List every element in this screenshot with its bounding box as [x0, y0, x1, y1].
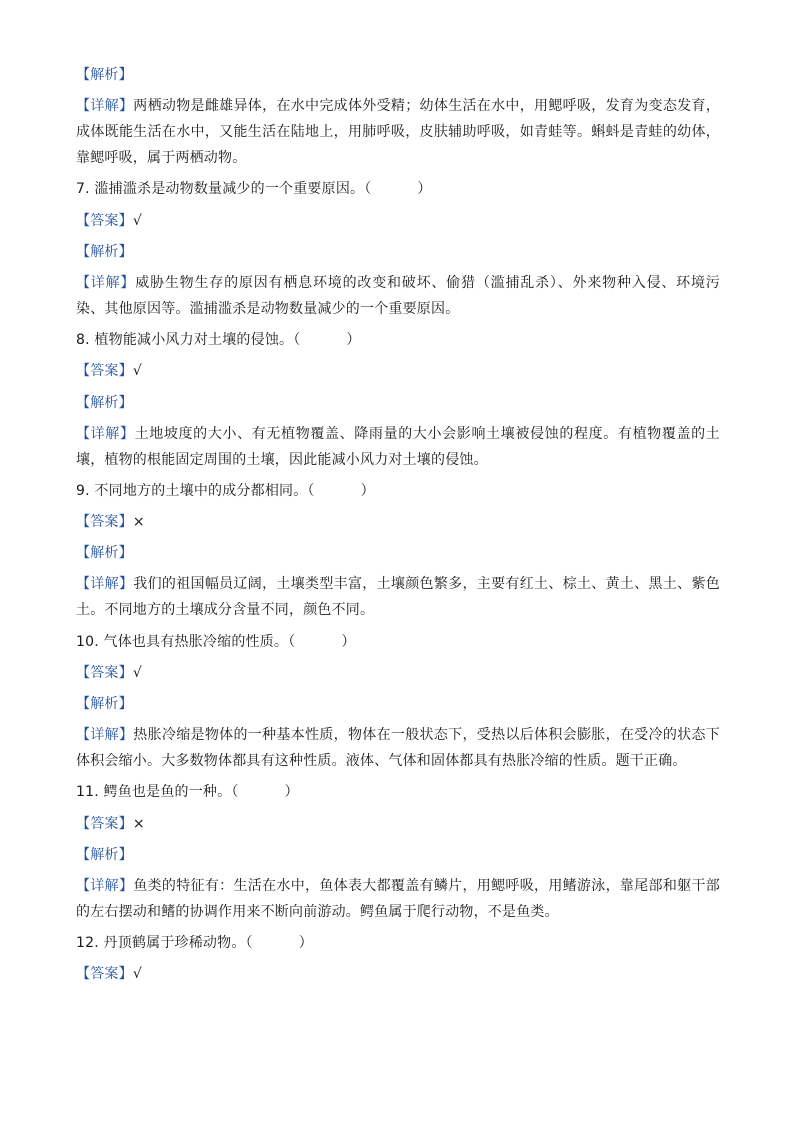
- detail-text: 鱼类的特征有：生活在水中，鱼体表大都覆盖有鳞片，用鳃呼吸，用鳍游泳，靠尾部和躯干部的左右摆动和鳍的协调作用来不断向前游动。鳄鱼属于爬行动物，不是鱼类。: [76, 877, 720, 920]
- detail-tag: 【详解】: [76, 877, 134, 894]
- question-text: 滥捕滥杀是动物数量减少的一个重要原因。（: [94, 181, 372, 198]
- question-close-paren: ）: [346, 332, 361, 349]
- question-close-paren: ）: [417, 181, 432, 198]
- answer-value: √: [132, 664, 142, 681]
- detail-tag: 【详解】: [76, 425, 135, 442]
- analysis-tag: 【解析】: [76, 67, 133, 83]
- analysis-tag: 【解析】: [76, 846, 133, 863]
- question-close-paren: ）: [341, 633, 356, 650]
- detail-tag: 【详解】: [76, 727, 134, 744]
- answer-tag: 【答案】: [76, 966, 133, 983]
- detail-paragraph: [76, 93, 720, 171]
- detail-text: 我们的祖国幅员辽阔，土壤类型丰富，土壤颜色繁多，主要有红土、棕土、黄土、黑土、紫色土。不同地方的土壤成分含量不同，颜色不同。: [76, 576, 720, 619]
- detail-text: 土地坡度的大小、有无植物覆盖、降雨量的大小会影响土壤被侵蚀的程度。有植物覆盖的土壤，植物的根能固定周围的土壤，因此能减小风力对土壤的侵蚀。: [76, 425, 720, 468]
- detail-tag: 【详解】: [76, 576, 134, 593]
- question-number: 11.: [76, 784, 99, 801]
- answer-7: [76, 208, 720, 234]
- answer-9: [76, 509, 720, 535]
- analysis-label: [76, 62, 720, 88]
- analysis-tag: 【解析】: [76, 545, 133, 562]
- detail-text: 热胀冷缩是物体的一种基本性质，物体在一般状态下，受热以后体积会膨胀，在受冷的状态下体积会缩小。大多数物体都具有这种性质。液体、气体和固体都具有热胀冷缩的性质。题干正确。: [76, 727, 720, 770]
- document-page: [76, 62, 720, 993]
- answer-tag: 【答案】: [76, 514, 133, 531]
- question-close-paren: ）: [360, 482, 375, 499]
- question-number: 7.: [76, 181, 90, 198]
- detail-text: 威胁生物生存的原因有栖息环境的改变和破坏、偷猎（滥捕乱杀）、外来物种入侵、环境污染、其他原因等。滥捕滥杀是动物数量减少的一个重要原因。: [76, 274, 720, 317]
- question-10: [76, 629, 720, 655]
- question-close-paren: ）: [284, 784, 299, 801]
- question-text: 气体也具有热胀冷缩的性质。（: [103, 633, 296, 650]
- detail-paragraph: [76, 873, 720, 925]
- answer-8: [76, 358, 720, 384]
- detail-tag: 【详解】: [76, 274, 136, 291]
- answer-value: √: [132, 966, 142, 983]
- detail-paragraph: [76, 571, 720, 623]
- analysis-label: [76, 390, 720, 416]
- analysis-label: [76, 842, 720, 868]
- analysis-tag: 【解析】: [76, 243, 133, 260]
- analysis-label: [76, 239, 720, 265]
- question-7: [76, 176, 720, 202]
- detail-tag: 【详解】: [76, 98, 134, 115]
- question-number: 9.: [76, 482, 90, 499]
- question-text: 鳄鱼也是鱼的一种。（: [103, 784, 239, 801]
- answer-value: √: [132, 212, 142, 229]
- detail-paragraph: [76, 722, 720, 774]
- question-number: 10.: [76, 633, 99, 650]
- question-close-paren: ）: [298, 935, 313, 952]
- detail-text: 两栖动物是雌雄异体，在水中完成体外受精；幼体生活在水中，用鳃呼吸，发育为变态发育，成体既能生活在水中，又能生活在陆地上，用肺呼吸，皮肤辅助呼吸，如青蛙等。蝌蚪是青蛙的幼体，靠鳃呼吸，属于两栖动物。: [76, 98, 720, 167]
- analysis-tag: 【解析】: [76, 394, 133, 411]
- answer-tag: 【答案】: [76, 815, 133, 832]
- question-number: 12.: [76, 935, 99, 952]
- analysis-tag: 【解析】: [76, 696, 133, 712]
- answer-value: ×: [132, 514, 145, 531]
- analysis-label: [76, 540, 720, 566]
- answer-tag: 【答案】: [76, 212, 133, 229]
- question-8: [76, 327, 720, 353]
- answer-tag: 【答案】: [76, 664, 133, 681]
- answer-value: ×: [132, 815, 145, 832]
- answer-10: [76, 660, 720, 686]
- question-9: [76, 478, 720, 504]
- question-12: [76, 930, 720, 956]
- answer-12: [76, 961, 720, 987]
- question-text: 植物能减小风力对土壤的侵蚀。（: [94, 332, 301, 349]
- question-11: [76, 779, 720, 805]
- question-text: 丹顶鹤属于珍稀动物。（: [103, 935, 253, 952]
- detail-paragraph: [76, 270, 720, 322]
- analysis-label: [76, 691, 720, 717]
- answer-value: √: [132, 363, 142, 380]
- question-text: 不同地方的土壤中的成分都相同。（: [94, 482, 315, 499]
- answer-11: [76, 811, 720, 837]
- detail-paragraph: [76, 421, 720, 473]
- question-number: 8.: [76, 332, 90, 349]
- answer-tag: 【答案】: [76, 363, 133, 380]
